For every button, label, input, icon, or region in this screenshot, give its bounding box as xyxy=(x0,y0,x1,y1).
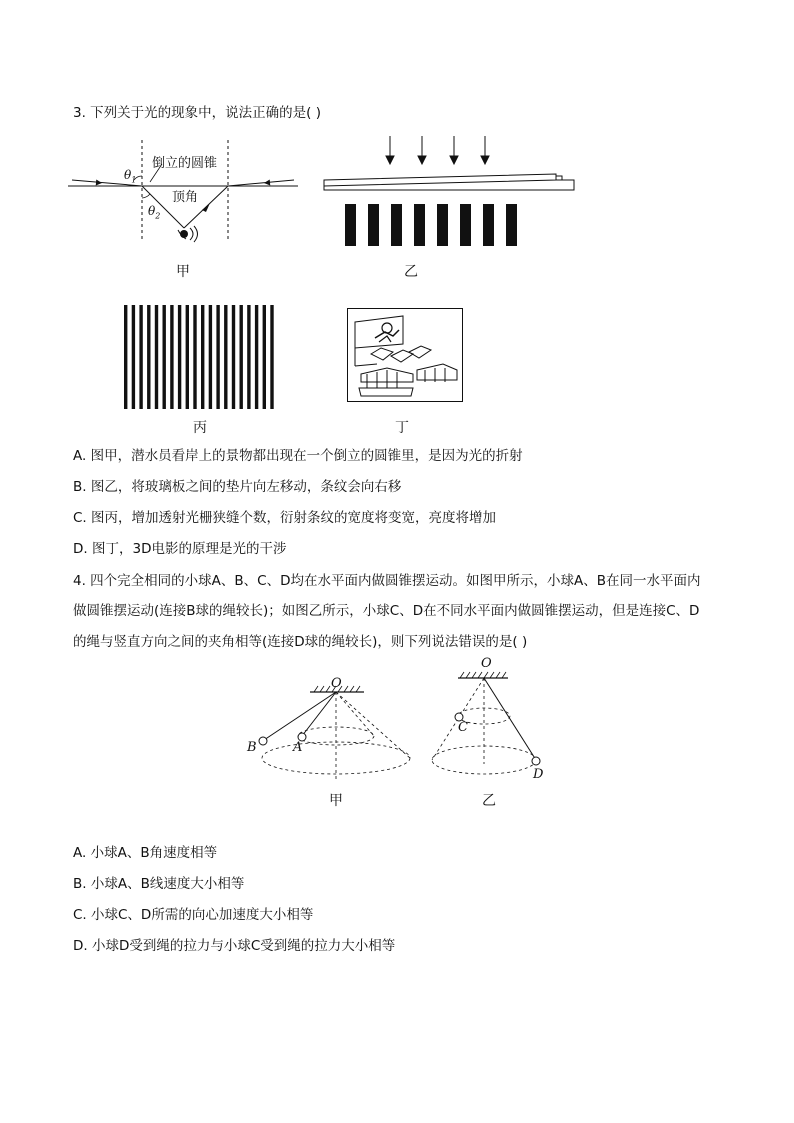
q4-stem-line-2b: 的绳与竖直方向之间的夹角相等(连接D球的绳较长)，则下列说法错误的是( ) xyxy=(73,634,528,650)
fringe-bar xyxy=(170,305,173,409)
incident-ray-right xyxy=(228,180,294,186)
fringe-bar xyxy=(240,305,243,409)
apex-angle-label: 顶角 xyxy=(172,190,199,205)
q3-option-a: A. 图甲，潜水员看岸上的景物都出现在一个倒立的圆锥里，是因为光的折射 xyxy=(73,448,523,464)
ball-b xyxy=(259,737,267,745)
q3-stem: 3. 下列关于光的现象中，说法正确的是( ) xyxy=(73,105,321,121)
spacer xyxy=(556,176,562,180)
theta1-label: $\theta_1$ xyxy=(124,168,137,185)
q4-jia-point-b: B xyxy=(247,740,257,755)
diffraction-fringes xyxy=(124,305,274,409)
cone-label: 倒立的圆锥 xyxy=(152,156,218,171)
fringe-bar xyxy=(270,305,273,409)
cinema-screen xyxy=(355,316,403,348)
q4-option-d: D. 小球D受到绳的拉力与小球C受到绳的拉力大小相等 xyxy=(73,938,396,954)
q4-yi-point-o: O xyxy=(481,656,492,671)
q3-option-d: D. 图丁，3D电影的原理是光的干涉 xyxy=(73,541,287,557)
q4-yi-point-d: D xyxy=(533,767,544,782)
fringe-bar xyxy=(216,305,219,409)
q4-stem-line-2: 做圆锥摆运动(连接B球的绳较长)；如图乙所示，小球C、D在不同水平面内做圆锥摆运动，但是连接C、D xyxy=(73,603,700,619)
q3-figure-ding xyxy=(347,308,463,402)
fringe-bar xyxy=(224,305,227,409)
eye-icon xyxy=(178,226,198,242)
string-a xyxy=(302,692,336,736)
fringe-bar xyxy=(255,305,258,409)
q3-fig-jia-label: 甲 xyxy=(176,264,190,280)
fringe-bar xyxy=(132,305,135,409)
fringe-bar xyxy=(263,305,266,409)
q3-fig-bing-label: 丙 xyxy=(193,420,207,436)
q3-option-b: B. 图乙，将玻璃板之间的垫片向左移动，条纹会向右移 xyxy=(73,479,402,495)
q4-fig-yi-label: 乙 xyxy=(482,793,496,809)
interference-fringes xyxy=(345,204,517,246)
fringe-bar xyxy=(178,305,181,409)
q3-figure-yi xyxy=(320,134,580,250)
q4-jia-point-a: A xyxy=(293,740,303,755)
q4-yi-point-c: C xyxy=(458,720,468,735)
fringe-bar xyxy=(163,305,166,409)
q4-stem-line-1: 4. 四个完全相同的小球A、B、C、D均在水平面内做圆锥摆运动。如图甲所示，小球A、B在同一水平面内 xyxy=(73,573,701,589)
fringe-bar xyxy=(247,305,250,409)
fringe-bar xyxy=(147,305,150,409)
q4-option-b: B. 小球A、B线速度大小相等 xyxy=(73,876,245,892)
q4-figure-yi xyxy=(428,668,548,780)
theta2-label: $\theta_2$ xyxy=(148,204,161,221)
fringe-bar xyxy=(193,305,196,409)
ball-d xyxy=(532,757,540,765)
fringe-bar xyxy=(139,305,142,409)
q3-fig-yi-label: 乙 xyxy=(404,264,418,280)
q4-jia-point-o: O xyxy=(331,676,342,691)
q3-figure-bing xyxy=(122,305,280,409)
fringe-bar xyxy=(186,305,189,409)
fringe-bar xyxy=(155,305,158,409)
q4-fig-jia-label: 甲 xyxy=(329,793,343,809)
q4-option-c: C. 小球C、D所需的向心加速度大小相等 xyxy=(73,907,314,923)
q3-option-c: C. 图丙，增加透射光栅狭缝个数，衍射条纹的宽度将变宽，亮度将增加 xyxy=(73,510,497,526)
fringe-bar xyxy=(209,305,212,409)
fringe-bar xyxy=(124,305,127,409)
fringe-bar xyxy=(232,305,235,409)
fringe-bar xyxy=(201,305,204,409)
q4-option-a: A. 小球A、B角速度相等 xyxy=(73,845,218,861)
q3-fig-ding-label: 丁 xyxy=(395,420,409,436)
